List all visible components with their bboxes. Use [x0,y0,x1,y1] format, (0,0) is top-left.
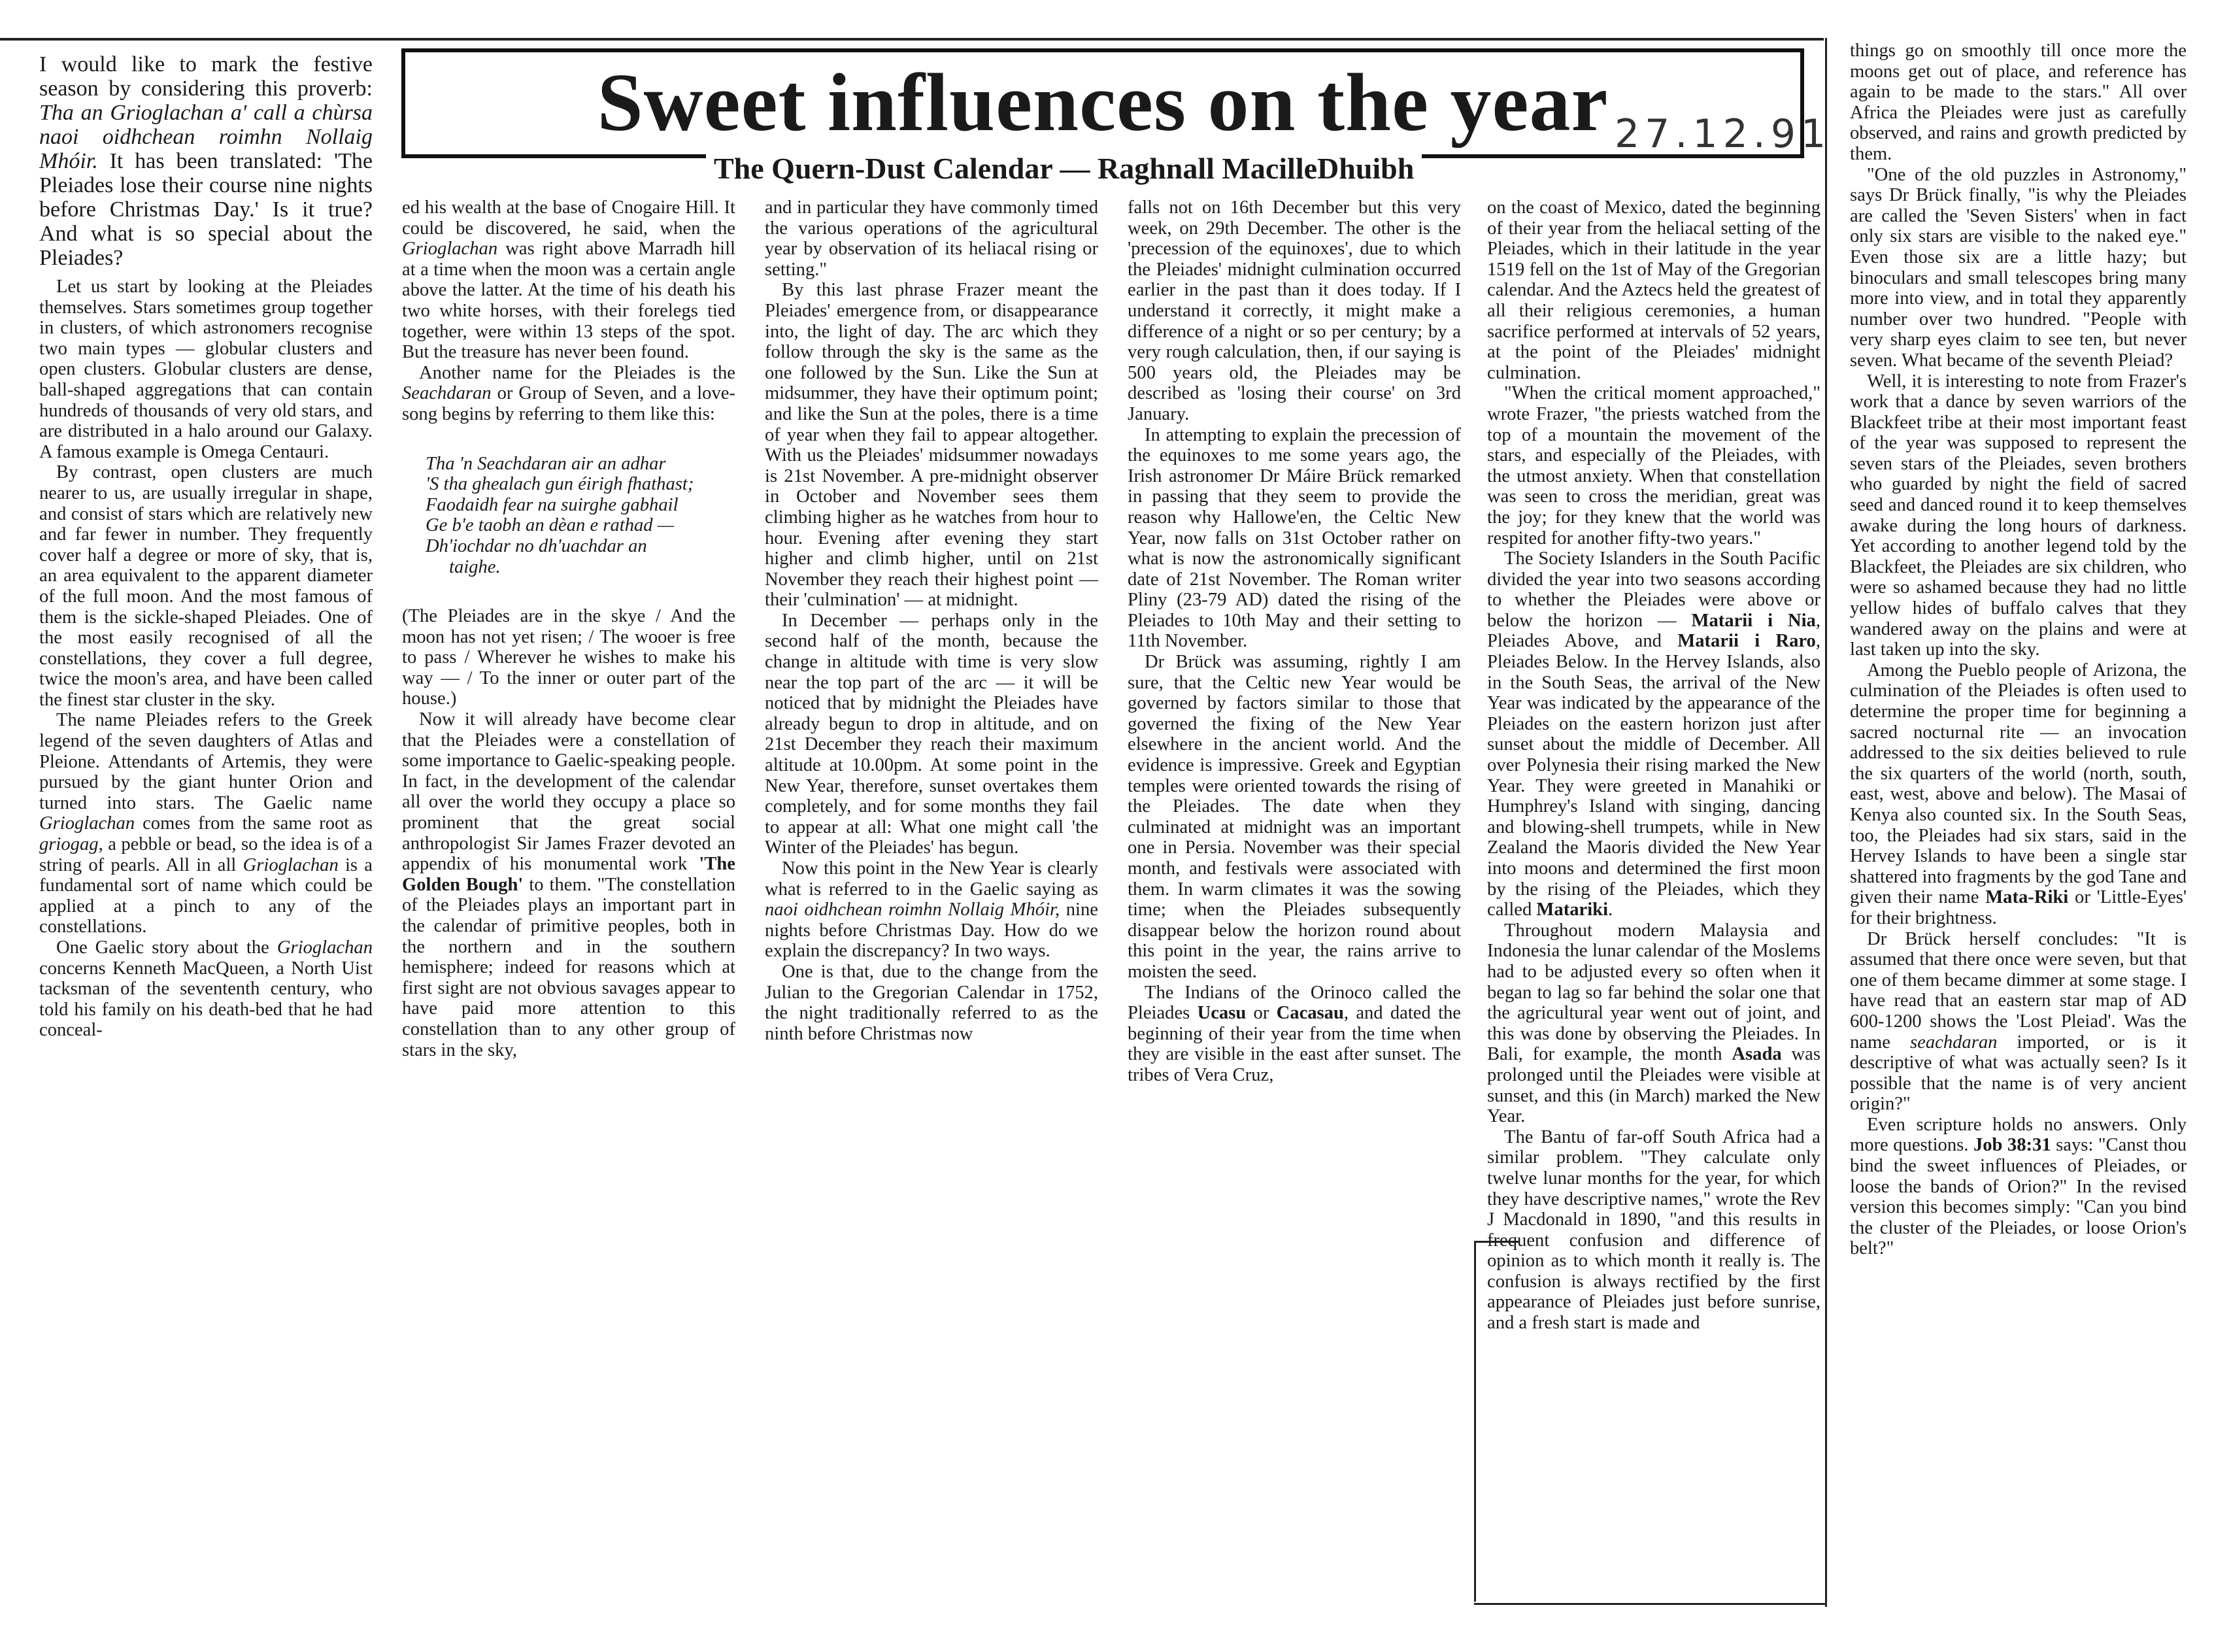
paragraph: One Gaelic story about the Grioglachan concerns Kenneth MacQueen, a North Uist tacksman of the sevententh century, who told his family on his death-bed that he had conceal- [39,937,373,1041]
paragraph: The Society Islanders in the South Pacific divided the year into two seasons according to whether the Pleiades were above or below the horizon — Matarii i Nia, Pleiades Above, and Matarii i Raro, Pleiades Below. In the Hervey Islands, also in the South Seas, the arrival of the New Year was indicated by the appearance of the Pleiades on the eastern horizon just after sunset about the middle of December. All over Polynesia their rising marked the New Year. They were greeted in Manahiki or Humphrey's Island with singing, dancing and blowing-shell trumpets, while in New Zealand the Maoris divided the New Year into moons and determined the first moon by the rising of the Pleiades, which they called Matariki. [1487,548,1821,920]
poem-line: Faodaidh fear na suirghe gabhail [426,494,679,515]
paragraph: Among the Pueblo people of Arizona, the culmination of the Pleiades is often used to determine the proper time for beginning a sacred nocturnal rite — an invocation addressed to the six deities believed to rule the six quarters of the world (north, south, east, west, above and below). The Masai of Kenya also counted six. In the South Seas, too, the Pleiades had six stars, said in the Hervey Islands to have been a single star shattered into fragments by the god Tane and given their name Mata-Riki or 'Little-Eyes' for their brightness. [1850,660,2187,928]
paragraph: falls not on 16th December but this very week, on 29th December. The other is the 'precession of the equinoxes', due to which the Pleiades' midnight culmination occurred earlier in the past than it does today. If I understand it correctly, it might make a difference of a night or so per century; by a very rough calculation, then, if our saying is 500 years old, the Pleiades may be described as 'losing their course' on 3rd January. [1128,197,1461,424]
subheadline: The Quern-Dust Calendar — Raghnall MacilleDhuibh [706,150,1422,187]
paragraph: "One of the old puzzles in Astronomy," says Dr Brück finally, "is why the Pleiades are called the 'Seven Sisters' when in fact only six stars are visible to the naked eye." Even those six are a little hazy; but binoculars and small telescopes bring many more into view, and in total they apparently number over two hundred. "People with very sharp eyes claim to see ten, but never seven. What became of the seventh Pleiad? [1850,164,2187,371]
paragraph: ed his wealth at the base of Cnogaire Hill. It could be discovered, he said, when the Grioglachan was right above Marradh hill at a time when the moon was a certain angle above the latter. At the time of his death his two white horses, with their forelegs tied together, were within 13 steps of the spot. But the treasure has never been found. [402,197,735,363]
top-rule [0,38,1824,41]
column-2 [402,197,735,1060]
column-6 [1850,41,2187,1259]
paragraph: The Indians of the Orinoco called the Pleiades Ucasu or Cacasau, and dated the beginning of their year from the time when they are visible in the east after sunset. The tribes of Vera Cruz, [1128,982,1461,1085]
paragraph: By contrast, open clusters are much nearer to us, are usually irregular in shape, and consist of stars which are relatively new and far fewer in number. They frequently cover half a degree or more of sky, that is, an area equivalent to the apparent diameter of the full moon. And the most famous of them is the sickle-shaped Pleiades. One of the most easily recognised of all the constellations, they cover a full degree, twice the moon's area, and have been called the finest star cluster in the sky. [39,462,373,710]
paragraph: By this last phrase Frazer meant the Pleiades' emergence from, or disappearance into, the light of day. The arc which they follow through the sky is the same as the one followed by the Sun. Like the Sun at midsummer, they have their optimum point; and like the Sun at the poles, there is a time of year when they fail to appear altogether. With us the Pleiades' midsummer nowadays is 21st November. A pre-midnight observer in October and November sees them climbing higher as he watches from hour to hour. Evening after evening they start higher and climb higher, until on 21st November they reach their highest point — their 'culmination' — at midnight. [765,280,1098,611]
paragraph: In December — perhaps only in the second half of the month, because the change in altitude with time is very slow near the top part of the arc — it will be noticed that by midnight the Pleiades have already begun to drop in altitude, and on 21st December they reach their maximum altitude at 10.00pm. At some point in the New Year, therefore, sunset overtakes them completely, and for some months they fail to appear at all: What one might call 'the Winter of the Pleiades' has begun. [765,610,1098,858]
headline-box [401,48,1804,158]
right-column-rule [1825,38,1827,1607]
paragraph: on the coast of Mexico, dated the beginning of their year from the heliacal setting of the Pleiades, which in their latitude in the year 1519 fell on the 1st of May of the Gregorian calendar. And the Aztecs held the greatest of all their religious ceremonies, a human sacrifice performed at intervals of 52 years, at the point of the Pleiades' midnight culmination. [1487,197,1820,383]
poem-line: Dh'iochdar no dh'uachdar an [426,535,647,556]
paragraph: The Bantu of far-off South Africa had a similar problem. "They calculate only twelve lunar months for the year, for which they have descriptive names," wrote the Rev J Macdonald in 1890, "and this results in frequent confusion and difference of opinion as to which month it really is. The confusion is always rectified by the first appearance of Pleiades just before sunrise, and a fresh start is made and [1487,1126,1820,1334]
poem-line: Tha 'n Seachdaran air an adhar [426,453,666,474]
lead-paragraph: I would like to mark the festive season by considering this proverb: Tha an Grioglachan a' call a chùrsa naoi oidhchean roimhn Nollaig Mhóir. It has been translated: 'The Pleiades lose their course nine nights before Christmas Day.' Is it true? And what is so special about the Pleiades? [39,52,373,270]
paragraph: Even scripture holds no answers. Only more questions. Job 38:31 says: "Canst thou bind the sweet influences of Pleiades, or loose the bands of Orion?" In the revised version this becomes simply: "Can you bind the cluster of the Pleiades, or loose Orion's belt?" [1850,1114,2187,1259]
paragraph: Let us start by looking at the Pleiades themselves. Stars sometimes group together in clusters, of which astronomers recognise two main types — globular clusters and open clusters. Globular clusters are dense, ball-shaped aggregations that can contain hundreds of thousands of very old stars, and are distributed in a halo around our Galaxy. A famous example is Omega Centauri. [39,277,373,462]
paragraph: (The Pleiades are in the skye / And the moon has not yet risen; / The wooer is free to pass / Wherever he wishes to make his way — / To the inner or outer part of the house.) [402,606,735,709]
paragraph: Well, it is interesting to note from Frazer's work that a dance by seven warriors of the Blackfeet tribe at their most important feast of the year was supposed to represent the seven stars of the Pleiades, seven brothers who guarded by night the field of sacred seed and danced round it to keep themselves awake during the long hours of darkness. Yet according to another legend told by the Blackfeet, the Pleiades are six children, who were so ashamed because they had no little yellow hides of buffalo calves that they wandered away on the plains and were at last taken up into the sky. [1850,371,2187,660]
paragraph: Dr Brück was assuming, rightly I am sure, that the Celtic new Year would be governed by factors similar to those that governed the fixing of the New Year elsewhere in the ancient world. And the evidence is impressive. Greek and Egyptian temples were oriented towards the rising of the Pleiades. The date when they culminated at midnight was an important one in Persia. November was their special month, and festivals were associated with them. In warm climates it was the sowing time; when the Pleiades subsequently disappear below the horizon round about this point in the year, the rains arrive to moisten the seed. [1128,652,1461,982]
column-5 [1487,197,1820,1334]
handwritten-date: 27.12.91 [1615,111,1832,157]
paragraph: Dr Brück herself concludes: "It is assumed that there once were seven, but that one of them became dimmer at some stage. I have read that an eastern star map of AD 600-1200 shows the 'Lost Pleiad'. Was the name seachdaran imported, or is it descriptive of what was actually seen? Is it possible that the name is of very ancient origin?" [1850,928,2187,1115]
paragraph: things go on smoothly till once more the moons get out of place, and reference has again to be made to the stars." All over Africa the Pleiades were just as carefully observed, and rains and growth predicted by them. [1850,41,2187,164]
poem-line: Ge b'e taobh an dèan e rathad — [426,515,675,536]
paragraph: Another name for the Pleiades is the Seachdaran or Group of Seven, and a love-song begins by referring to them like this: [402,362,735,424]
column-3 [765,197,1098,1044]
paragraph: and in particular they have commonly timed the various operations of the agricultural year by observation of its heliacal rising or setting." [765,197,1098,280]
poem-line: 'S tha ghealach gun éirigh fhathast; [426,474,694,495]
headline: Sweet influences on the year [597,58,1609,148]
paragraph: The name Pleiades refers to the Greek legend of the seven daughters of Atlas and Pleione. Attendants of Artemis, they were pursued by the giant hunter Orion and turned into stars. The Gaelic name Grioglachan comes from the same root as griogag, a pebble or bead, so the idea is of a string of pearls. All in all Grioglachan is a fundamental sort of name which could be applied at a pinch to any of the constellations. [39,710,373,937]
paragraph: Throughout modern Malaysia and Indonesia the lunar calendar of the Moslems had to be adjusted every so often when it began to lag so far behind the solar one that the agricultural year went out of joint, and this was done by observing the Pleiades. In Bali, for example, the month Asada was prolonged until the Pleiades were visible at sunset, and this (in March) marked the New Year. [1487,920,1820,1127]
lower-right-rule [1474,1242,1476,1602]
column-4 [1128,197,1461,1086]
paragraph: Now it will already have become clear that the Pleiades were a constellation of some importance to Gaelic-speaking people. In fact, in the development of the calendar all over the world they occupy a place so prominent that the great social anthropologist Sir James Frazer devoted an appendix of his monumental work 'The Golden Bough' to them. "The constellation of the Pleiades plays an important part in the calendar of primitive peoples, both in the northern and in the southern hemisphere; indeed for reasons which at first sight are not obvious savages appear to have paid more attention to this constellation than to any other group of stars in the sky, [402,709,735,1060]
paragraph: One is that, due to the change from the Julian to the Gregorian Calendar in 1752, the night traditionally referred to as the ninth before Christmas now [765,961,1098,1044]
column-1 [39,52,373,1041]
bottom-rule [1474,1603,1827,1605]
poem [426,454,735,578]
poem-line: taighe. [449,556,501,577]
paragraph: Now this point in the New Year is clearly what is referred to in the Gaelic saying as naoi oidhchean roimhn Nollaig Mhóir, nine nights before Christmas Day. How do we explain the discrepancy? In two ways. [765,858,1098,962]
paragraph: "When the critical moment approached," wrote Frazer, "the priests watched from the top of a mountain the movement of the stars, and especially of the Pleiades, with the utmost anxiety. When that constellation was seen to cross the meridian, great was the joy; for they knew that the world was respited for another fifty-two years." [1487,383,1820,548]
paragraph: In attempting to explain the precession of the equinoxes to me some years ago, the Irish astronomer Dr Máire Brück remarked in passing that they seem to provide the reason why Hallowe'en, the Celtic New Year, now falls on 31st October rather on what is now the astronomically significant date of 21st November. The Roman writer Pliny (23-79 AD) dated the rising of the Pleiades to 10th May and their setting to 11th November. [1128,424,1461,652]
